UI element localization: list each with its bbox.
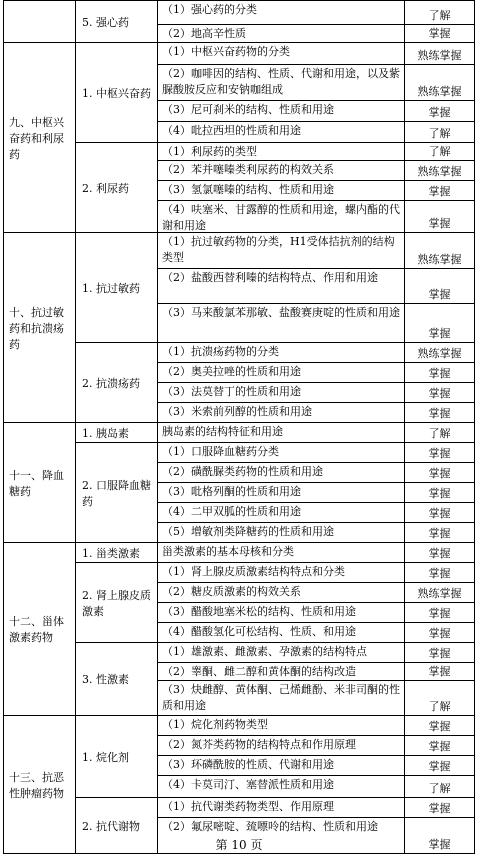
requirement-level [404,562,475,583]
item-text-text: （2）睾酮、雌二醇和黄体酮的结构改造 [162,665,356,678]
item-text-text: （1）烷化剂药物类型 [162,718,268,731]
topic-cell [75,232,158,343]
item-text [157,362,405,383]
requirement-level [404,462,475,483]
requirement-level-text: 掌握 [428,407,451,420]
topic-cell-text: 2. 抗代谢物 [82,819,140,833]
requirement-level-text: 掌握 [428,647,451,660]
item-text-text: （5）增敏剂类降糖药的性质和用途 [162,525,334,538]
item-text [157,542,405,563]
item-text-text: （4）醋酸氢化可松结构、性质、和用途 [162,625,356,638]
requirement-level [404,542,475,563]
requirement-level [404,362,475,383]
requirement-level-text: 掌握 [428,527,451,540]
item-text [157,582,405,603]
requirement-level-text: 掌握 [428,288,451,301]
item-text-text: （3）炔雌醇、黄体酮、己烯雌酚、米非司酮的性质和用途 [162,683,400,712]
requirement-level [404,522,475,543]
requirement-level [404,602,475,623]
requirement-level-text: 掌握 [428,447,451,460]
topic-cell-text: 1. 中枢兴奋药 [82,86,151,100]
item-text-text: （4）卡莫司汀、塞替派性质和用途 [162,778,334,791]
item-text [157,24,405,43]
item-text-text: （2）咖啡因的结构、性质、代谢和用途，以及紫脲酸胺反应和安钠咖组成 [162,67,400,96]
item-text [157,662,405,681]
topic-cell-text: 2. 口服降血糖药 [82,478,151,508]
requirement-level [404,735,475,756]
item-text [157,268,405,304]
item-text-text: （1）口服降血糖药分类 [162,445,279,458]
item-text [157,142,405,161]
topic-cell [75,715,158,798]
requirement-level [404,382,475,403]
requirement-level-text: 掌握 [428,665,451,678]
requirement-level-text: 掌握 [428,367,451,380]
item-text [157,755,405,776]
item-text [157,602,405,623]
requirement-level-text: 掌握 [428,106,451,119]
item-text [157,735,405,756]
item-text-text: （3）尼可刹米的结构、性质和用途 [162,103,334,116]
item-text [157,502,405,523]
item-text-text: 胰岛素的结构特征和用途 [162,425,283,438]
requirement-level-text: 了解 [428,700,451,713]
topic-cell-text: 1. 甾类激素 [82,546,140,560]
requirement-level [404,121,475,143]
requirement-level-text: 掌握 [428,547,451,560]
item-text-text: （2）氟尿嘧啶、巯嘌呤的结构、性质和用途 [162,820,378,833]
item-text-text: （3）环磷酰胺的性质、代谢和用途 [162,758,334,771]
item-text [157,680,405,716]
item-text-text: （3）马来酸氯苯那敏、盐酸赛庚啶的性质和用途 [162,306,400,319]
item-text [157,402,405,423]
topic-cell-text: 1. 抗过敏药 [82,281,140,295]
item-text-text: （1）抗代谢类药物类型、作用原理 [162,800,334,813]
item-text [157,180,405,201]
requirement-level [404,402,475,423]
requirement-level-text: 掌握 [428,607,451,620]
item-text-text: （4）吡拉西坦的性质和用途 [162,124,301,137]
item-text-text: （2）苯并噻嗪类利尿药的构效关系 [162,163,334,176]
item-text-text: （3）醋酸地塞米松的结构、性质和用途 [162,605,356,618]
requirement-level-text: 了解 [428,782,451,795]
requirement-level [404,502,475,523]
item-text [157,200,405,233]
topic-cell [75,42,158,143]
item-text [157,482,405,503]
item-text-text: （2）糖皮质激素的构效关系 [162,585,301,598]
topic-cell [75,0,158,43]
item-text [157,775,405,798]
requirement-level [404,160,475,181]
topic-cell-text: 5. 强心药 [82,15,129,29]
requirement-level-text: 掌握 [428,185,451,198]
item-text-text: （1）强心药的分类 [162,3,257,16]
item-text-text: （2）磺酰脲类药物的性质和用途 [162,465,323,478]
section-cell-text: 十三、抗恶性肿瘤药物 [9,770,64,800]
requirement-level [404,342,475,363]
requirement-level-text: 掌握 [428,487,451,500]
requirement-level-text: 掌握 [428,760,451,773]
item-text [157,522,405,543]
item-text-text: （4）呋塞米、甘露醇的性质和用途，螺内酯的代谢和用途 [162,203,400,232]
requirement-level [404,200,475,233]
topic-cell-text: 2. 利尿药 [82,181,129,195]
requirement-level-text: 了解 [428,427,451,440]
item-text-text: （2）氮芥类药物的结构特点和作用原理 [162,738,356,751]
section-cell [3,0,76,43]
item-text-text: （1）雄激素、雌激素、孕激素的结构特点 [162,645,367,658]
topic-cell [75,562,158,643]
item-text [157,64,405,101]
requirement-level [404,180,475,201]
requirement-level-text: 掌握 [428,740,451,753]
topic-cell-text: 2. 抗溃疡药 [82,376,140,390]
requirement-level-text: 熟练掌握 [417,165,462,178]
requirement-level-text: 了解 [428,145,451,158]
item-text [157,562,405,583]
requirement-level [404,797,475,818]
requirement-level [404,303,475,343]
item-text-text: （2）奥美拉唑的性质和用途 [162,365,301,378]
topic-cell-text: 2. 肾上腺皮质激素 [82,588,151,618]
requirement-level [404,422,475,443]
item-text [157,622,405,643]
requirement-level [404,64,475,101]
topic-cell [75,442,158,543]
requirement-level [404,680,475,716]
section-cell-text: 十二、甾体激素药物 [9,615,64,644]
requirement-level-text: 掌握 [428,802,451,815]
item-text-text: （3）吡格列酮的性质和用途 [162,485,301,498]
topic-cell [75,642,158,716]
requirement-level [404,642,475,663]
item-text [157,42,405,65]
item-text [157,232,405,269]
topic-cell [75,422,158,443]
requirement-level-text: 掌握 [428,27,451,40]
requirement-level-text: 掌握 [428,387,451,400]
requirement-level-text: 掌握 [428,627,451,640]
requirement-level-text: 掌握 [428,838,451,851]
requirement-level-text: 掌握 [428,567,451,580]
item-text [157,797,405,818]
requirement-level [404,232,475,269]
item-text-text: 甾类激素的基本母核和分类 [162,545,294,558]
section-cell [3,232,76,423]
item-text-text: （2）盐酸西替利嗪的结构特点、作用和用途 [162,271,378,284]
requirement-level [404,715,475,736]
requirement-level-text: 掌握 [428,467,451,480]
section-cell [3,42,76,233]
item-text [157,160,405,181]
section-cell [3,715,76,854]
topic-cell-text: 3. 性激素 [82,673,129,686]
requirement-level [404,42,475,65]
topic-cell [75,542,158,563]
item-text-text: （3）米索前列醇的性质和用途 [162,405,312,418]
section-cell [3,422,76,543]
requirement-level-text: 熟练掌握 [417,85,462,98]
requirement-level-text: 掌握 [428,217,451,230]
topic-cell-text: 1. 胰岛素 [82,426,129,440]
requirement-level-text: 掌握 [428,327,451,340]
topic-cell [75,342,158,423]
section-cell-text: 十一、降血糖药 [9,468,64,498]
requirement-level [404,755,475,776]
item-text [157,0,405,25]
section-cell-text: 九、中枢兴奋药和利尿药 [9,115,64,161]
requirement-level [404,582,475,603]
item-text-text: （1）抗溃疡药物的分类 [162,345,279,358]
section-cell-text: 十、抗过敏药和抗溃疡药 [9,305,64,351]
requirement-level-text: 掌握 [428,720,451,733]
requirement-level [404,0,475,25]
item-text-text: （2）地高辛性质 [162,27,246,40]
requirement-level [404,24,475,43]
item-text-text: （1）中枢兴奋药物的分类 [162,45,290,58]
item-text-text: （1）抗过敏药物的分类，H1受体拮抗剂的结构类型 [162,235,395,264]
item-text [157,342,405,363]
item-text-text: （3）法莫替丁的性质和用途 [162,385,301,398]
item-text-text: （1）肾上腺皮质激素结构特点和分类 [162,565,345,578]
page-number: 第 10 页 [215,838,263,852]
requirement-level [404,775,475,798]
item-text [157,121,405,143]
item-text-text: （3）氢氯噻嗪的结构、性质和用途 [162,183,334,196]
requirement-level [404,100,475,122]
requirement-level [404,442,475,463]
requirement-level-text: 了解 [428,9,451,22]
item-text [157,442,405,463]
item-text [157,715,405,736]
item-text [157,382,405,403]
requirement-level-text: 熟练掌握 [417,347,462,360]
item-text-text: （1）利尿药的类型 [162,145,257,158]
item-text [157,100,405,122]
requirement-level [404,268,475,304]
requirement-level-text: 熟练掌握 [417,49,462,62]
item-text-text: （4）二甲双胍的性质和用途 [162,505,301,518]
requirement-level [404,142,475,161]
requirement-level-text: 熟练掌握 [417,253,462,266]
requirement-level-text: 掌握 [428,507,451,520]
requirement-level [404,622,475,643]
requirement-level [404,662,475,681]
topic-cell-text: 1. 烷化剂 [82,750,129,764]
item-text [157,422,405,443]
topic-cell [75,142,158,233]
item-text [157,303,405,343]
requirement-level-text: 了解 [428,127,451,140]
section-cell [3,542,76,716]
requirement-level [404,482,475,503]
item-text [157,642,405,663]
item-text [157,462,405,483]
requirement-level-text: 熟练掌握 [417,587,462,600]
